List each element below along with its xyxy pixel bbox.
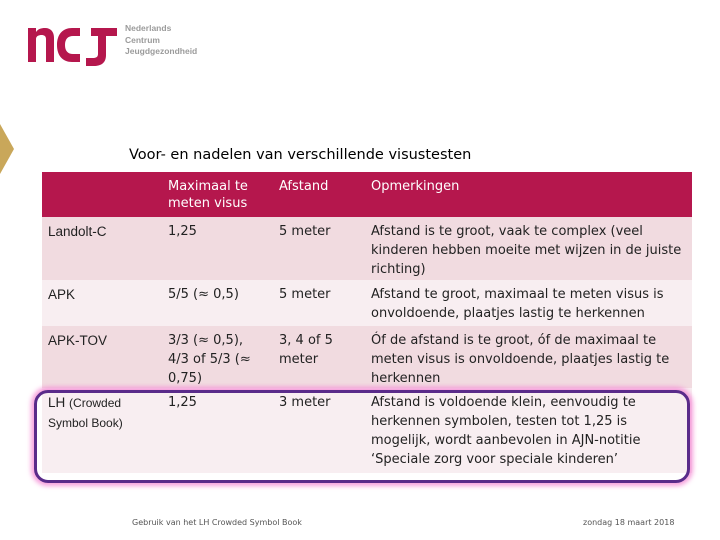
test-name <box>42 280 162 326</box>
max-visus-cell: 1,25 <box>162 388 273 473</box>
logo-line-1: Nederlands <box>125 23 172 33</box>
afstand-cell: 5 meter <box>273 280 365 326</box>
opmerkingen-cell: Afstand is te groot, vaak te complex (veel kinderen hebben moeite met wijzen in de juiste richting) <box>365 217 692 280</box>
test-name-label: LH <box>48 395 66 410</box>
table-row <box>42 326 692 388</box>
test-name <box>42 326 162 388</box>
slide-title: Voor- en nadelen van verschillende visustesten <box>129 147 472 163</box>
ncj-logo <box>28 24 118 68</box>
opmerkingen-cell: Afstand is voldoende klein, eenvoudig te herkennen symbolen, testen tot 1,25 is mogelijk, wordt aanbevolen in AJN-notitie ‘Speciale zorg voor speciale kinderen’ <box>365 388 692 473</box>
slide-arrow-decoration <box>0 124 16 174</box>
highlight-frame <box>34 390 690 483</box>
test-name-subtitle: (Crowded Symbol Book) <box>48 396 123 430</box>
table-row <box>42 280 692 326</box>
opmerkingen-cell: Afstand te groot, maximaal te meten visus is onvoldoende, plaatjes lastig te herkennen <box>365 280 692 326</box>
logo-line-2: Centrum <box>125 34 160 45</box>
logo-line-3: Jeugdgezondheid <box>125 46 198 56</box>
max-visus-cell: 5/5 (≈ 0,5) <box>162 280 273 326</box>
test-name-label: APK-TOV <box>48 333 108 348</box>
header-afstand: Afstand <box>273 172 365 217</box>
header-max-visus: Maximaal te meten visus <box>162 172 273 217</box>
max-visus-cell: 3/3 (≈ 0,5), 4/3 of 5/3 (≈ 0,75) <box>162 326 273 388</box>
afstand-cell: 5 meter <box>273 217 365 280</box>
header-opmerkingen: Opmerkingen <box>365 172 692 217</box>
afstand-cell: 3, 4 of 5 meter <box>273 326 365 388</box>
test-name-label: Landolt-C <box>48 224 107 239</box>
test-name <box>42 217 162 280</box>
opmerkingen-cell: Óf de afstand is te groot, óf de maximaal te meten visus is onvoldoende, plaatjes lastig te herkennen <box>365 326 692 388</box>
logo-text <box>125 23 197 58</box>
table-row <box>42 217 692 280</box>
header-empty <box>42 172 162 217</box>
table-header-row <box>42 172 692 217</box>
test-name-label: APK <box>48 287 76 302</box>
afstand-cell: 3 meter <box>273 388 365 473</box>
footer-text: Gebruik van het LH Crowded Symbol Book <box>132 518 302 527</box>
max-visus-cell: 1,25 <box>162 217 273 280</box>
footer-date: zondag 18 maart 2018 <box>583 518 675 527</box>
ncj-logo-mark <box>28 28 117 66</box>
